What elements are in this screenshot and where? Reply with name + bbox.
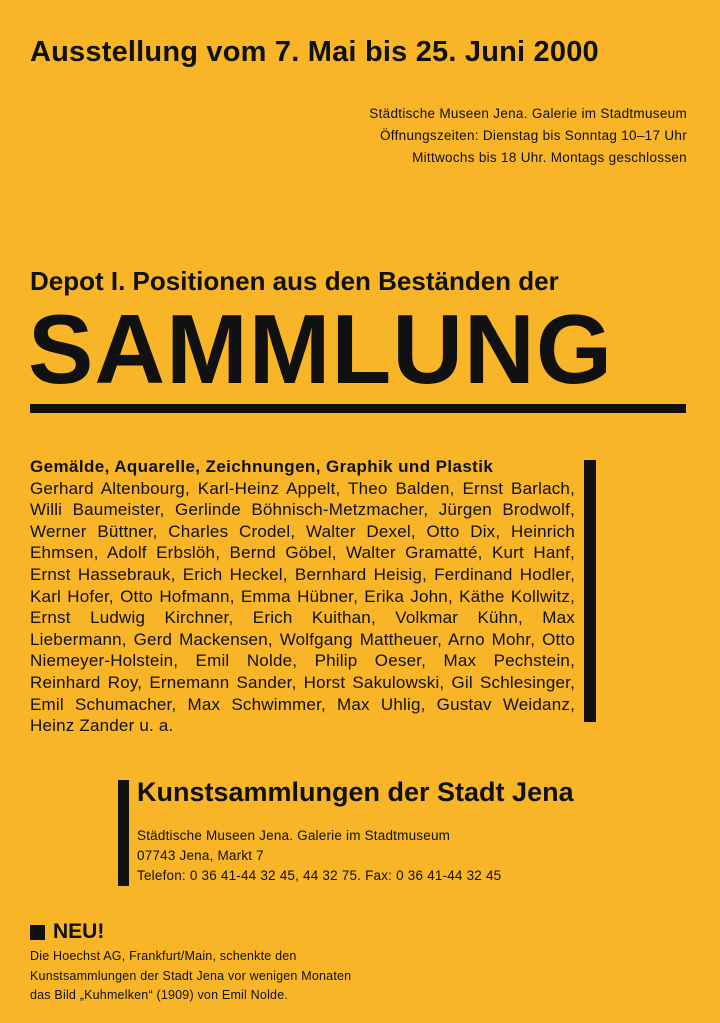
square-bullet-icon xyxy=(30,925,45,940)
organization-address-line: 07743 Jena, Markt 7 xyxy=(137,848,264,863)
organization-name: Kunstsammlungen der Stadt Jena xyxy=(137,777,574,807)
artists-side-bar xyxy=(584,460,596,722)
organization-side-bar xyxy=(118,780,129,886)
organization-phone-line: Telefon: 0 36 41-44 32 45, 44 32 75. Fax: 0 36 41-44 32 45 xyxy=(137,868,502,883)
artists-block xyxy=(30,456,575,737)
media-heading: Gemälde, Aquarelle, Zeichnungen, Graphik und Plastik xyxy=(30,457,494,476)
title-underline-rule xyxy=(30,404,686,413)
news-line: Die Hoechst AG, Frankfurt/Main, schenkte den xyxy=(30,949,297,963)
exhibition-dates-headline: Ausstellung vom 7. Mai bis 25. Juni 2000 xyxy=(30,36,599,68)
venue-info xyxy=(267,103,687,169)
organization-details xyxy=(137,826,501,886)
opening-hours-line: Mittwochs bis 18 Uhr. Montags geschlossen xyxy=(412,150,687,165)
news-line: das Bild „Kuhmelken“ (1909) von Emil Nolde. xyxy=(30,988,289,1002)
news-heading xyxy=(30,920,104,944)
news-heading-label: NEU! xyxy=(53,920,105,943)
exhibition-subtitle: Depot I. Positionen aus den Beständen der xyxy=(30,266,559,296)
artists-list: Gerhard Altenbourg, Karl-Heinz Appelt, Theo Balden, Ernst Barlach, Willi Baumeister, Gerlinde Böhnisch-Metzmacher, Jürgen Brodwolf, Werner Büttner, Charles Crodel, Walter Dexel, Otto Dix, Heinrich Ehmsen, Adolf Erbslöh, Bernd Göbel, Walter Gramatté, Kurt Hanf, Ernst Hassebrauk, Erich Heckel, Bernhard Heisig, Ferdinand Hodler, Karl Hofer, Otto Hofmann, Emma Hübner, Erika John, Käthe Kollwitz, Ernst Ludwig Kirchner, Erich Kuithan, Volkmar Kühn, Max Liebermann, Gerd Mackensen, Wolfgang Mattheuer, Arno Mohr, Otto Niemeyer-Holstein, Emil Nolde, Philip Oeser, Max Pechstein, Reinhard Roy, Ernemann Sander, Horst Sakulowski, Gil Schlesinger, Emil Schumacher, Max Schwimmer, Max Uhlig, Gustav Weidanz, Heinz Zander u. a. xyxy=(30,478,575,736)
organization-venue-line: Städtische Museen Jena. Galerie im Stadtmuseum xyxy=(137,828,451,843)
opening-hours-line: Öffnungszeiten: Dienstag bis Sonntag 10–17 Uhr xyxy=(380,128,687,143)
news-line: Kunstsammlungen der Stadt Jena vor wenigen Monaten xyxy=(30,968,352,983)
exhibition-title: SAMMLUNG xyxy=(28,294,614,404)
venue-line: Städtische Museen Jena. Galerie im Stadtmuseum xyxy=(369,106,687,121)
news-text xyxy=(30,947,351,1006)
